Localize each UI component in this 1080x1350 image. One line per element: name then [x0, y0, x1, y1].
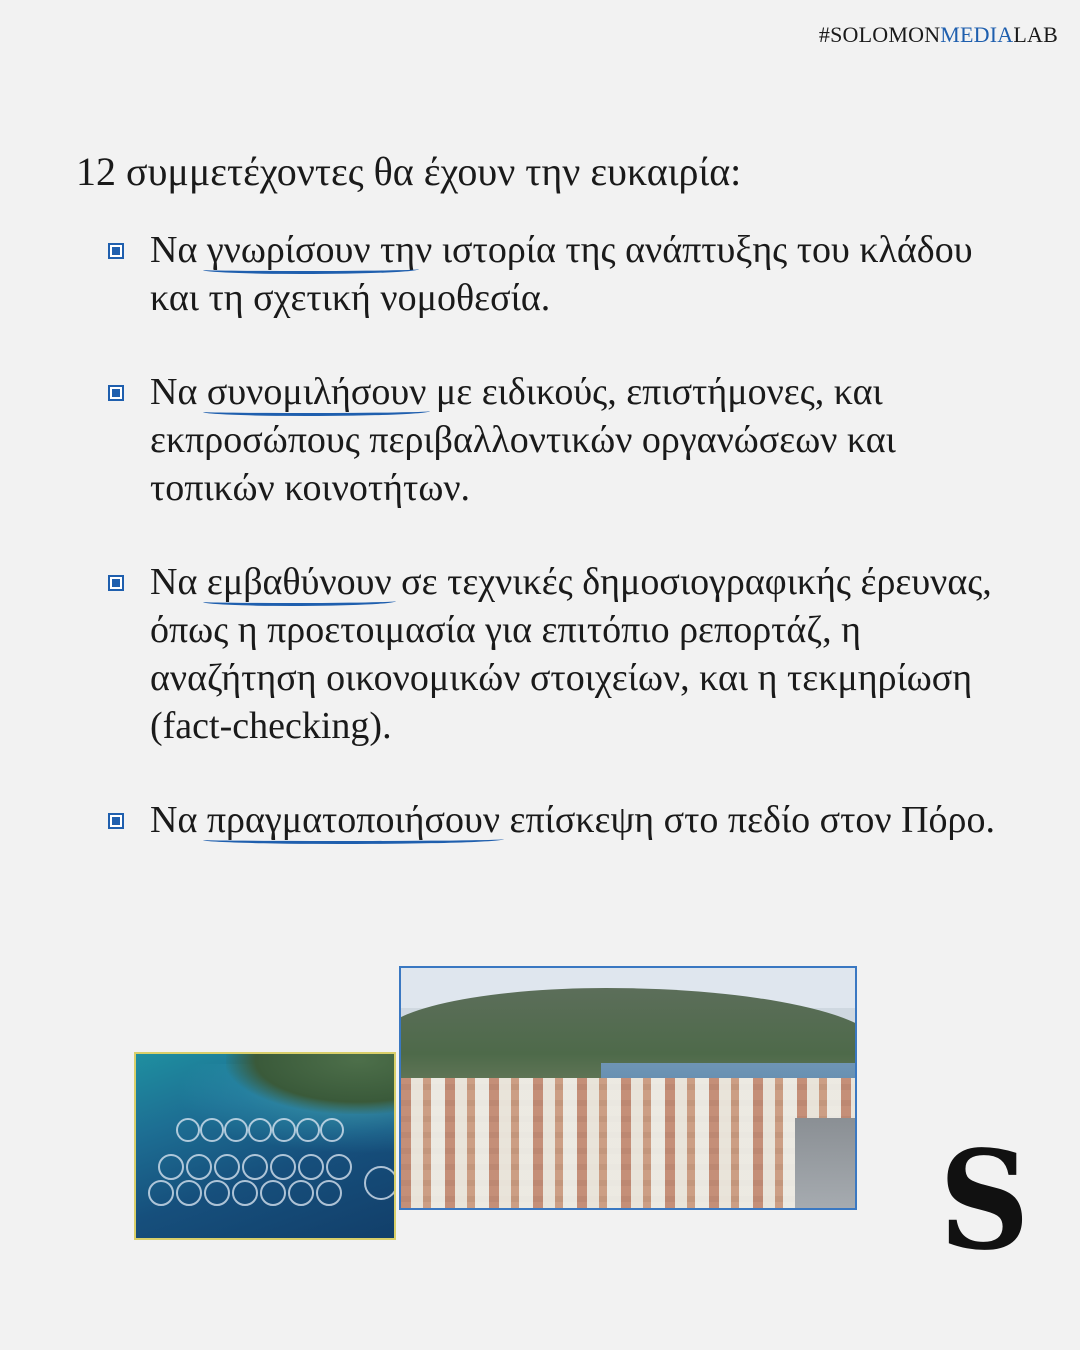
bullet-rest: σε τεχνικές δημοσιογραφικής έρευνας, όπως η προετοιμασία για επιτόπιο ρεπορτάζ, η αναζήτηση οικονομικών στοιχείων, και η τεκμηρίωση (fact-checking).	[150, 561, 992, 747]
square-bullet-icon	[108, 243, 124, 259]
underlined-verb: πραγματοποιήσουν	[206, 799, 501, 841]
page-heading: 12 συμμετέχοντες θα έχουν την ευκαιρία:	[76, 149, 742, 194]
brand-hashtag	[819, 22, 1058, 48]
fish-cage-ring	[364, 1166, 396, 1200]
fish-cage-ring	[214, 1154, 240, 1180]
fish-cage-ring	[200, 1118, 224, 1142]
fish-cage-ring	[298, 1154, 324, 1180]
fish-cage-ring	[158, 1154, 184, 1180]
waterfront-road	[795, 1118, 855, 1210]
fish-cage-ring	[242, 1154, 268, 1180]
bullet-lead: Να	[150, 371, 207, 413]
fish-cage-ring	[176, 1180, 202, 1206]
brand-accent: MEDIA	[940, 22, 1014, 47]
square-bullet-icon	[108, 385, 124, 401]
fish-cage-ring	[248, 1118, 272, 1142]
fish-cage-ring	[320, 1118, 344, 1142]
underlined-verb: συνομιλήσουν	[206, 371, 427, 413]
bullet-lead: Να	[150, 229, 207, 271]
bullet-text	[150, 796, 1008, 844]
coastline	[226, 1052, 396, 1114]
fish-cage-ring	[316, 1180, 342, 1206]
fish-cage-ring	[148, 1180, 174, 1206]
bullet-rest: επίσκεψη στο πεδίο στον Πόρο.	[500, 799, 996, 841]
brand-prefix: #SOLOMON	[818, 22, 941, 47]
bullet-text	[150, 226, 1008, 322]
fish-cage-ring	[296, 1118, 320, 1142]
town-houses	[401, 1078, 855, 1210]
fish-cage-ring	[288, 1180, 314, 1206]
fish-cage-ring	[186, 1154, 212, 1180]
fish-cage-ring	[260, 1180, 286, 1206]
brand-suffix: LAB	[1013, 22, 1058, 47]
fish-cage-ring	[232, 1180, 258, 1206]
underlined-verb: γνωρίσουν τη	[206, 229, 416, 271]
fish-cage-ring	[176, 1118, 200, 1142]
fish-cage-ring	[204, 1180, 230, 1206]
opportunity-list	[108, 226, 1008, 890]
list-item	[108, 558, 1008, 750]
bullet-lead: Να	[150, 799, 207, 841]
fish-cage-ring	[326, 1154, 352, 1180]
fish-cage-ring	[272, 1118, 296, 1142]
list-item	[108, 226, 1008, 322]
list-item	[108, 368, 1008, 512]
square-bullet-icon	[108, 813, 124, 829]
list-item	[108, 796, 1008, 844]
bullet-text	[150, 368, 1008, 512]
underlined-verb: εμβαθύνουν	[206, 561, 392, 603]
fish-farm-aerial-photo	[134, 1052, 396, 1240]
bullet-text	[150, 558, 1008, 750]
square-bullet-icon	[108, 575, 124, 591]
fish-cage-ring	[224, 1118, 248, 1142]
poros-town-aerial-photo	[399, 966, 857, 1210]
bullet-rest: με ειδικούς, επιστήμονες, και εκπροσώπους περιβαλλοντικών οργανώσεων και τοπικών κοινοτήτων.	[150, 371, 896, 509]
solomon-logo: S	[939, 1121, 1030, 1281]
bullet-rest: ν ιστορία της ανάπτυξης του κλάδου και τη σχετική νομοθεσία.	[150, 229, 973, 319]
bullet-lead: Να	[150, 561, 207, 603]
fish-cage-ring	[270, 1154, 296, 1180]
